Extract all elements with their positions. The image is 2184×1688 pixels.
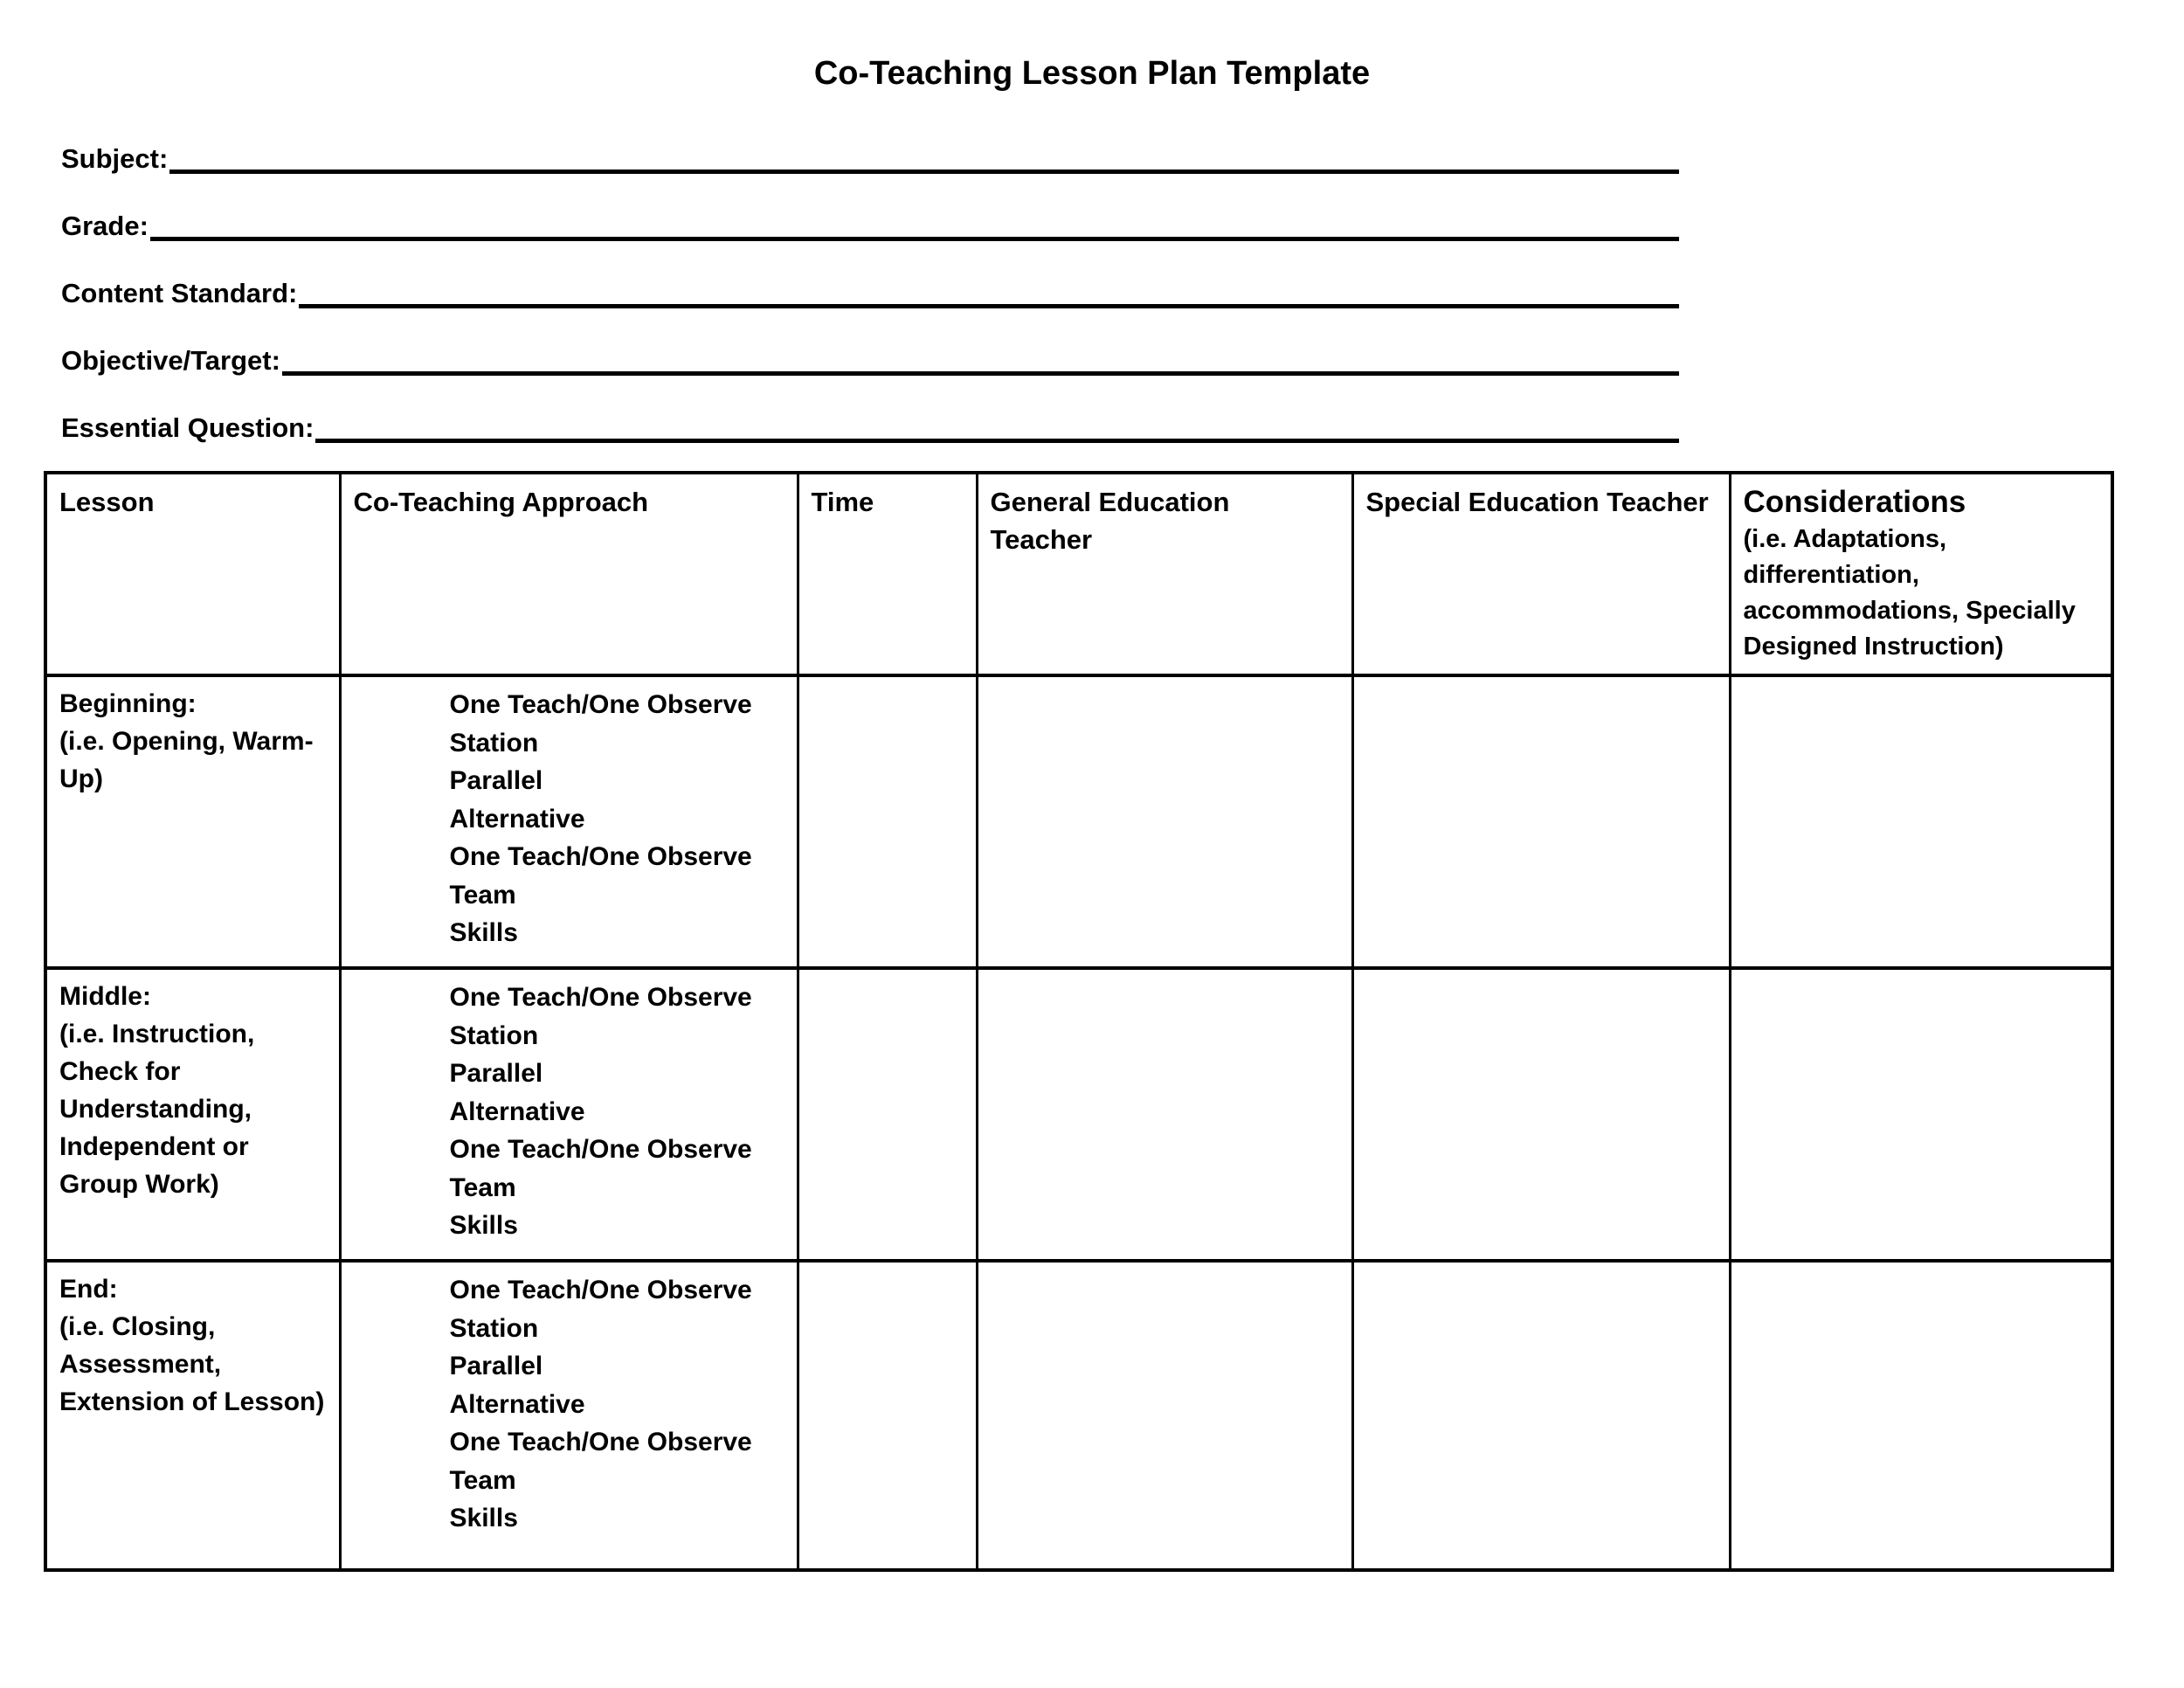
essential-question-label: Essential Question: [61,412,314,444]
objective-target-label: Objective/Target: [61,345,280,377]
considerations-cell[interactable] [1730,968,2112,1261]
objective-target-fill-line[interactable] [282,367,1679,376]
lesson-phase-subtitle: (i.e. Instruction, Check for Understanding, Independent or Group Work) [59,1020,255,1199]
approach-option: Skills [449,1504,518,1533]
approach-option: Alternative [449,804,585,834]
lesson-plan-table [44,471,2114,1572]
lesson-cell [45,1261,340,1570]
approach-option: Station [449,728,539,758]
approach-option: Parallel [449,1352,543,1381]
approach-option: One Teach/One Observe [449,690,752,720]
lesson-phase-title: Middle: [59,982,151,1012]
grade-fill-line[interactable] [150,232,1679,241]
approach-option: One Teach/One Observe [449,1276,752,1305]
col-header-time: Time [798,473,977,675]
lesson-phase-subtitle: (i.e. Opening, Warm-Up) [59,727,314,794]
general-ed-teacher-cell[interactable] [977,968,1352,1261]
table-row-beginning [45,675,2112,968]
field-content-standard [61,241,1679,308]
grade-label: Grade: [61,211,149,242]
approach-options-list [354,686,784,952]
subject-fill-line[interactable] [169,165,1679,174]
approach-option: Alternative [449,1389,585,1419]
approach-options-list [354,979,784,1245]
approach-option: Station [449,1020,539,1050]
table-row-middle [45,968,2112,1261]
approach-cell [340,1261,798,1570]
special-ed-teacher-cell[interactable] [1352,968,1730,1261]
content-standard-label: Content Standard: [61,278,298,309]
field-grade [61,174,1679,241]
approach-option: Skills [449,918,518,948]
col-header-special-ed-teacher: Special Education Teacher [1352,473,1730,675]
approach-options-list [354,1271,784,1538]
content-standard-fill-line[interactable] [299,300,1679,308]
field-objective-target [61,308,1679,376]
approach-option: One Teach/One Observe [449,1428,752,1457]
table-row-end [45,1261,2112,1570]
approach-option: One Teach/One Observe [449,1135,752,1165]
approach-option: Parallel [449,1059,543,1089]
field-subject [61,107,1679,174]
approach-option: Alternative [449,1097,585,1126]
approach-option: Station [449,1313,539,1343]
approach-option: Team [449,1465,516,1495]
time-cell[interactable] [798,675,977,968]
special-ed-teacher-cell[interactable] [1352,1261,1730,1570]
col-header-general-ed-teacher: General Education Teacher [977,473,1352,675]
general-ed-teacher-cell[interactable] [977,675,1352,968]
approach-option: Skills [449,1211,518,1241]
approach-option: Team [449,880,516,910]
lesson-phase-subtitle: (i.e. Closing, Assessment, Extension of Lesson) [59,1312,325,1416]
time-cell[interactable] [798,1261,977,1570]
considerations-title: Considerations [1743,484,1966,519]
approach-option: Parallel [449,766,543,796]
essential-question-fill-line[interactable] [315,434,1679,443]
lesson-cell [45,968,340,1261]
header-fields [61,107,1679,443]
col-header-approach: Co-Teaching Approach [340,473,798,675]
col-header-lesson: Lesson [45,473,340,675]
general-ed-teacher-cell[interactable] [977,1261,1352,1570]
approach-cell [340,675,798,968]
considerations-subtitle: (i.e. Adaptations, differentiation, accommodations, Specially Designed Instruction) [1743,524,2076,661]
col-header-considerations [1730,473,2112,675]
lesson-phase-title: End: [59,1275,118,1304]
considerations-cell[interactable] [1730,1261,2112,1570]
page-title: Co-Teaching Lesson Plan Template [813,55,1371,92]
special-ed-teacher-cell[interactable] [1352,675,1730,968]
approach-option: One Teach/One Observe [449,983,752,1013]
table-header-row [45,473,2112,675]
lesson-cell [45,675,340,968]
approach-option: One Teach/One Observe [449,842,752,872]
considerations-cell[interactable] [1730,675,2112,968]
approach-option: Team [449,1173,516,1202]
lesson-phase-title: Beginning: [59,689,197,719]
subject-label: Subject: [61,143,169,175]
time-cell[interactable] [798,968,977,1261]
field-essential-question [61,376,1679,443]
approach-cell [340,968,798,1261]
